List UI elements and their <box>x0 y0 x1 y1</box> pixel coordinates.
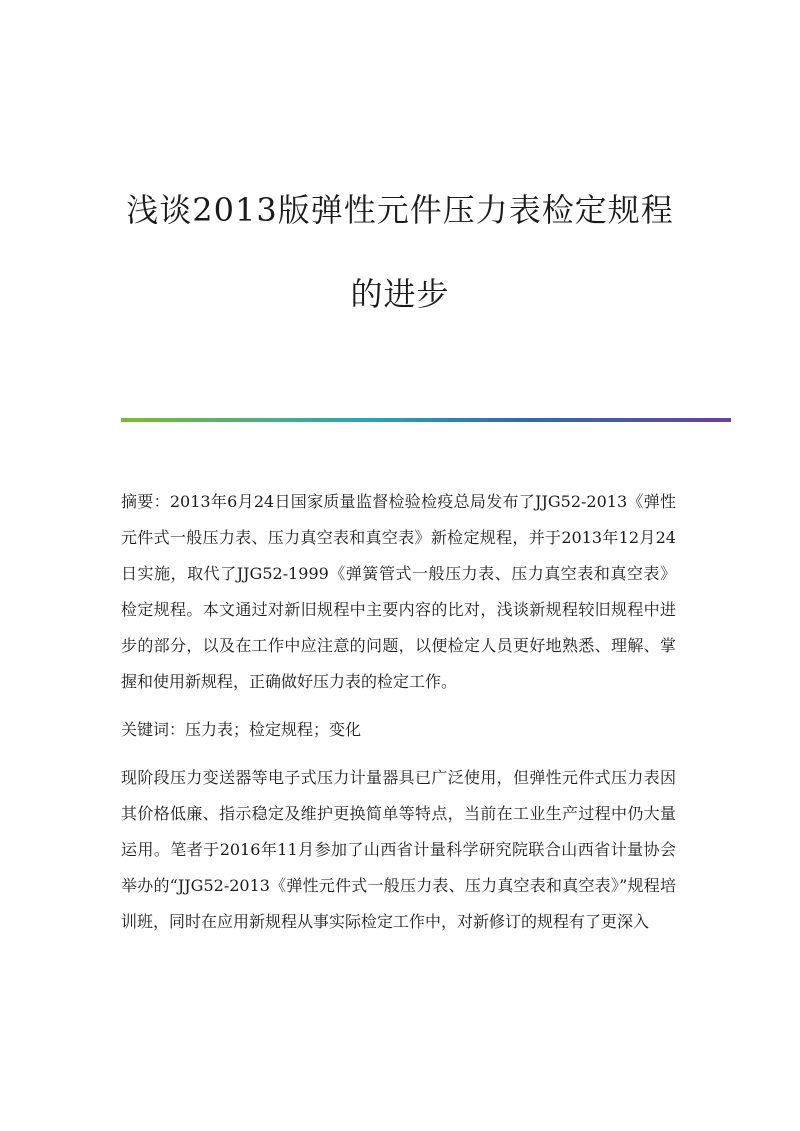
document-body <box>121 484 676 952</box>
body-paragraph: 现阶段压力变送器等电子式压力计量器具已广泛使用，但弹性元件式压力表因其价格低廉、指示稳定及维护更换简单等特点，当前在工业生产过程中仍大量运用。笔者于2016年11月参加了山西省计量科学研究院联合山西省计量协会举办的“JJG52-2013《弹性元件式一般压力表、压力真空表和真空表》”规程培训班，同时在应用新规程从事实际检定工作中，对新修订的规程有了更深入 <box>121 768 676 931</box>
gradient-divider <box>121 418 731 422</box>
keywords-paragraph: 关键词：压力表；检定规程；变化 <box>121 720 362 739</box>
abstract-paragraph: 摘要：2013年6月24日国家质量监督检验检疫总局发布了JJG52-2013《弹性元件式一般压力表、压力真空表和真空表》新检定规程，并于2013年12月24日实施，取代了JJG52-1999《弹簧管式一般压力表、压力真空表和真空表》检定规程。本文通过对新旧规程中主要内容的比对，浅谈新规程较旧规程中进步的部分，以及在工作中应注意的问题，以便检定人员更好地熟悉、理解、掌握和使用新规程，正确做好压力表的检定工作。 <box>121 492 676 691</box>
document-title-line-2: 的进步 <box>350 275 450 313</box>
document-title-line-1: 浅谈2013版弹性元件压力表检定规程 <box>126 191 674 229</box>
